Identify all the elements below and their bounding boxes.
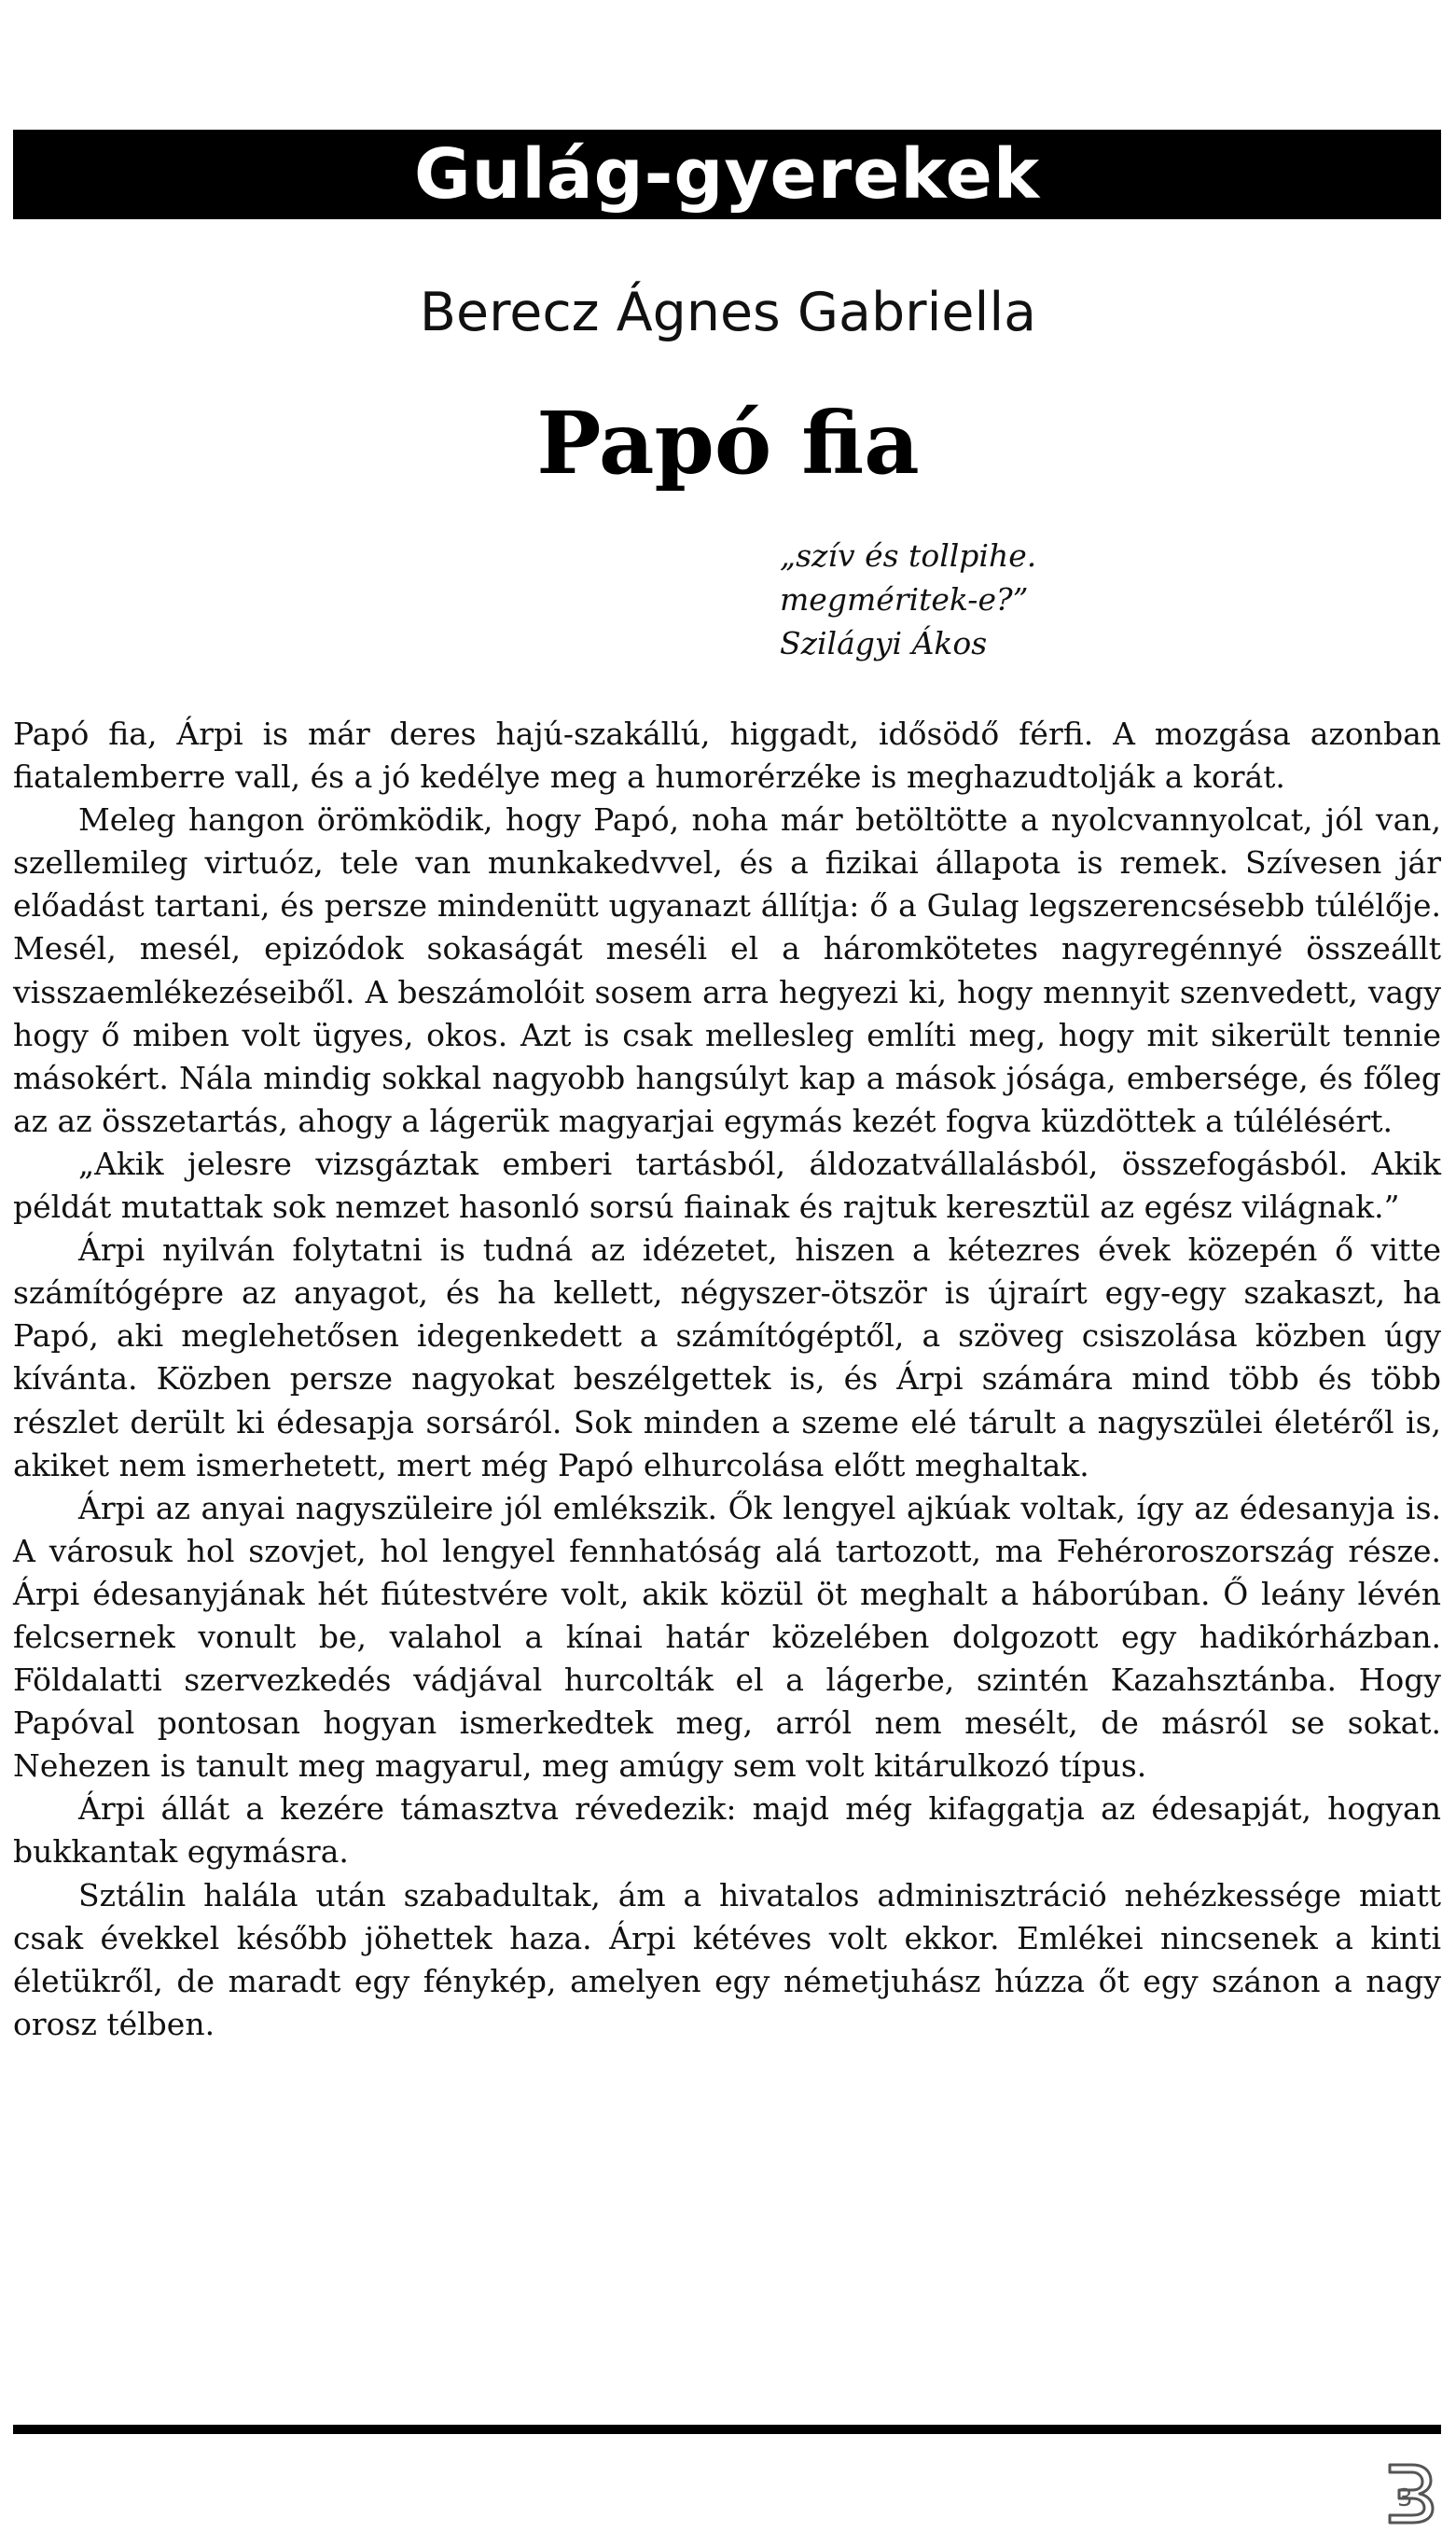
author-name: Berecz Ágnes Gabriella xyxy=(419,282,1037,343)
paragraph: Sztálin halála után szabadultak, ám a hivatalos adminisztráció nehézkessége miatt csak évekkel később jöhettek haza. Árpi kétéves volt ekkor. Emlékei nincsenek a kinti életükről, de maradt egy fénykép, amelyen egy németjuhász húzza őt egy szánon a nagy orosz télben. xyxy=(13,1876,1441,2042)
section-title: Gulág-gyerekek xyxy=(413,134,1041,215)
paragraph: Árpi nyilván folytatni is tudná az idézetet, hiszen a kétezres évek közepén ő vitte számítógépre az anyagot, és ha kellett, négyszer-ötször is újraírt egy-egy szakaszt, ha Papó, aki meglehetősen idegenkedett a számítógéptől, a szöveg csiszolása közben úgy kívánta. Közben persze nagyokat beszélgettek is, és Árpi számára mind több és több részlet derült ki édesapja sorsáról. Sok minden a szeme elé tárult a nagyszülei életéről is, akiket nem ismerhetett, mert még Papó elhurcolása előtt meghaltak. xyxy=(13,1231,1441,1483)
paragraph: „Akik jelesre vizsgáztak emberi tartásból, áldozatvállalásból, összefogásból. Akik példát mutattak sok nemzet hasonló sorsú fiainak és rajtuk keresztül az egész világnak.” xyxy=(13,1145,1441,1226)
page-number-graphic xyxy=(1384,2461,1436,2526)
paragraph: Árpi állát a kezére támasztva révedezik: majd még kifaggatja az édesapját, hogyan bukkantak egymásra. xyxy=(13,1790,1441,1871)
epigraph-line-1: „szív és tollpihe. xyxy=(780,537,1037,574)
page-number-text: 3 xyxy=(1397,2484,1413,2512)
section-banner xyxy=(13,130,1441,219)
paragraph: Papó fia, Árpi is már deres hajú-szakállú, higgadt, idősödő férfi. A mozgása azonban fiatalemberre vall, és a jó kedélye meg a humorérzéke is meghazudtolják a korát. xyxy=(13,716,1441,796)
article-title: Papó fia xyxy=(536,393,920,494)
footer-rule xyxy=(13,2425,1441,2434)
epigraph-line-2: megméritek-e?” xyxy=(780,581,1029,618)
paragraph: Meleg hangon örömködik, hogy Papó, noha már betöltötte a nyolcvannyolcat, jól van, szellemileg virtuóz, tele van munkakedvvel, és a fizikai állapota is remek. Szívesen jár előadást tartani, és persze mindenütt ugyanazt állítja: ő a Gulag legszerencsésebb túlélője. Mesél, mesél, epizódok sokaságát meséli el a háromkötetes nagyregénnyé összeállt visszaemlékezéseiből. A beszámolóit sosem arra hegyezi ki, hogy mennyit szenvedett, vagy hogy ő miben volt ügyes, okos. Azt is csak mellesleg említi meg, hogy mit sikerült tennie másokért. Nála mindig sokkal nagyobb hangsúlyt kap a mások jósága, embersége, és főleg az az összetartás, ahogy a lágerük magyarjai egymás kezét fogva küzdöttek a túlélésért. xyxy=(13,801,1441,1139)
page-number xyxy=(1384,2461,1436,2526)
article-body xyxy=(13,713,1441,2046)
epigraph-attribution: Szilágyi Ákos xyxy=(780,625,988,661)
epigraph xyxy=(780,534,1302,665)
paragraph: Árpi az anyai nagyszüleire jól emlékszik. Ők lengyel ajkúak voltak, így az édesanyja is. A városuk hol szovjet, hol lengyel fennhatóság alá tartozott, ma Fehéroroszország része. Árpi édesanyjának hét fiútestvére volt, akik közül öt meghalt a háborúban. Ő leány lévén felcsernek vonult be, valahol a kínai határ közelében dolgozott egy hadikórházban. Földalatti szervezkedés vádjával hurcolták el a lágerbe, szintén Kazahsztánba. Hogy Papóval pontosan hogyan ismerkedtek meg, arról nem mesélt, de másról se sokat. Nehezen is tanult meg magyarul, meg amúgy sem volt kitárulkozó típus. xyxy=(13,1489,1441,1785)
